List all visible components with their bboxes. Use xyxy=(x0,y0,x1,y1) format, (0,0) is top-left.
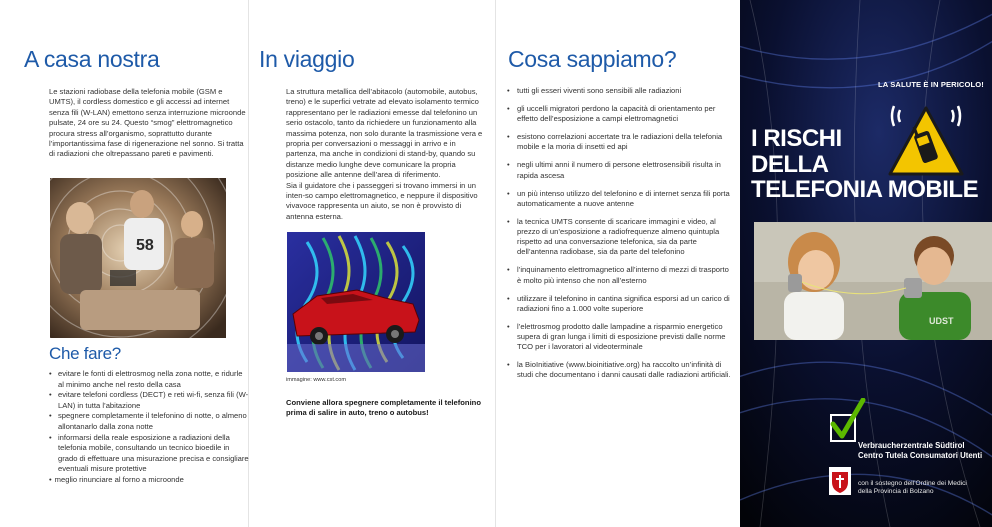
list-item: • l’inquinamento elettromagnetico all’interno di mezzi di trasporto è molto più intenso che non all’esterno xyxy=(507,265,732,285)
cover-title-line: DELLA xyxy=(751,150,829,178)
org-name-line: Verbraucherzentrale Südtirol xyxy=(858,441,965,450)
panel-divider xyxy=(495,0,496,527)
svg-text:58: 58 xyxy=(136,237,154,254)
travel-heading: In viaggio xyxy=(259,46,355,72)
cover-tagline: LA SALUTE È IN PERICOLO! xyxy=(878,80,984,89)
organization-name xyxy=(858,441,982,461)
list-item: • gli uccelli migratori perdono la capacità di orientamento per effetto dell’esposizione a campi elettromagnetici xyxy=(507,104,732,124)
todo-heading: Che fare? xyxy=(49,344,121,363)
list-item: • esistono correlazioni accertate tra le radiazioni della telefonia mobile e la moria di insetti ed api xyxy=(507,132,732,152)
travel-paragraph: Sia il guidatore che i passeggeri si trovano immersi in un inten-so campo elettromagnetico, e neppure il dispositivo vivavoce rappresenta un aiuto, se non è provvisto di antenna esterna. xyxy=(286,180,478,221)
cover-title-line: I RISCHI xyxy=(751,125,842,152)
support-note xyxy=(858,480,967,497)
known-heading: Cosa sappiamo? xyxy=(508,46,677,72)
travel-text xyxy=(286,87,486,222)
medical-order-seal-icon xyxy=(828,466,852,496)
kids-tin-can-phone-photo xyxy=(754,222,992,340)
list-item: • evitare telefoni cordless (DECT) e reti wi-fi, senza fili (W-LAN) in tutta l’abitazione xyxy=(49,390,249,411)
list-item: • un più intenso utilizzo del telefonino e di internet senza fili porta automaticamente a nuove antenne xyxy=(507,189,732,209)
home-paragraph: Le stazioni radiobase della telefonia mobile (GSM e UMTS), il cordless domestico e gli accessi ad internet senza fili (W-LAN) emettono senza interruzione microonde pulsate, 24 ore su 24. Questo “smog” elettromagnetico procura stress all’organismo, soprattutto durante l’importantissima fase di rigenerazione nel sonno. Si tratta di radiazioni che oltrepassano pareti e pavimenti. xyxy=(49,87,246,159)
family-photo xyxy=(50,178,226,338)
list-item: • tutti gli esseri viventi sono sensibili alle radiazioni xyxy=(507,86,732,96)
kids-photo-illustration xyxy=(754,222,992,340)
car-radiation-illustration xyxy=(287,232,425,372)
list-item: • negli ultimi anni il numero di persone elettrosensibili risulta in rapida ascesa xyxy=(507,160,732,180)
family-photo-illustration xyxy=(50,178,226,338)
list-item: • la BioInitiative (www.bioinitiative.org) ha raccolto un’infinità di studi che documentano i danni causati dalle radiazioni artificiali. xyxy=(507,360,732,380)
support-line: con il sostegno dell’Ordine dei Medici xyxy=(858,480,967,487)
list-item: • la tecnica UMTS consente di scaricare immagini e video, al prezzo di un’esposizione a radiofrequenze almeno quintupla rispetto ad una conversazione telefonica, sia da parte dell’antenna radiobase, sia da parte del telefonino xyxy=(507,217,732,258)
todo-list xyxy=(49,369,249,486)
cover-title xyxy=(751,126,991,203)
car-radiation-image xyxy=(287,232,425,372)
travel-paragraph: La struttura metallica dell’abitacolo (automobile, autobus, treno) e le superfici vetrate ad elevato isolamento termico rappresentano per le radiazioni emesse dal telefonino un serio ostacolo, tanto da richiedere un funzionamento alla massima potenza, non solo durante la trasmissione vera e propria per conversazioni o messaggi in arrivo e in partenza, ma anche in condizioni di stand-by, quando su distanze medio lunghe deve comunicare la propria posizione alle antenne dell’area di riferimento. xyxy=(286,87,483,180)
home-heading: A casa nostra xyxy=(24,46,160,72)
known-list xyxy=(507,86,732,388)
checkmark-logo-icon xyxy=(828,398,866,444)
org-name-line: Centro Tutela Consumatori Utenti xyxy=(858,451,983,460)
cover-title-line: TELEFONIA MOBILE xyxy=(751,176,979,203)
cover-panel xyxy=(740,0,992,527)
svg-text:UDST: UDST xyxy=(929,316,954,326)
list-item: • evitare le fonti di elettrosmog nella zona notte, e ridurle al minimo anche nel resto della casa xyxy=(49,369,249,390)
support-line: della Provincia di Bolzano xyxy=(858,488,934,496)
image-caption: immagine: www.cst.com xyxy=(286,377,346,383)
list-item: • spegnere completamente il telefonino di notte, o almeno allontanarlo dalla zona notte xyxy=(49,411,249,432)
travel-callout: Conviene allora spegnere completamente il telefonino prima di salire in auto, treno o autobus! xyxy=(286,398,481,418)
list-item: • l’elettrosmog prodotto dalle lampadine a risparmio energetico supera di gran lunga i limiti di esposizione previsti dalle norme TCO per i lavoratori al videoterminale xyxy=(507,322,732,353)
list-item: • meglio rinunciare al forno a microonde xyxy=(49,475,249,486)
list-item: • informarsi della reale esposizione a radiazioni della telefonia mobile, consultando un tecnico bioedile in grado di effettuare una misurazione precisa e consigliare eventuali misure protettive xyxy=(49,433,249,475)
list-item: • utilizzare il telefonino in cantina significa esporsi ad un carico di radiazioni fino a 1.000 volte superiore xyxy=(507,294,732,314)
